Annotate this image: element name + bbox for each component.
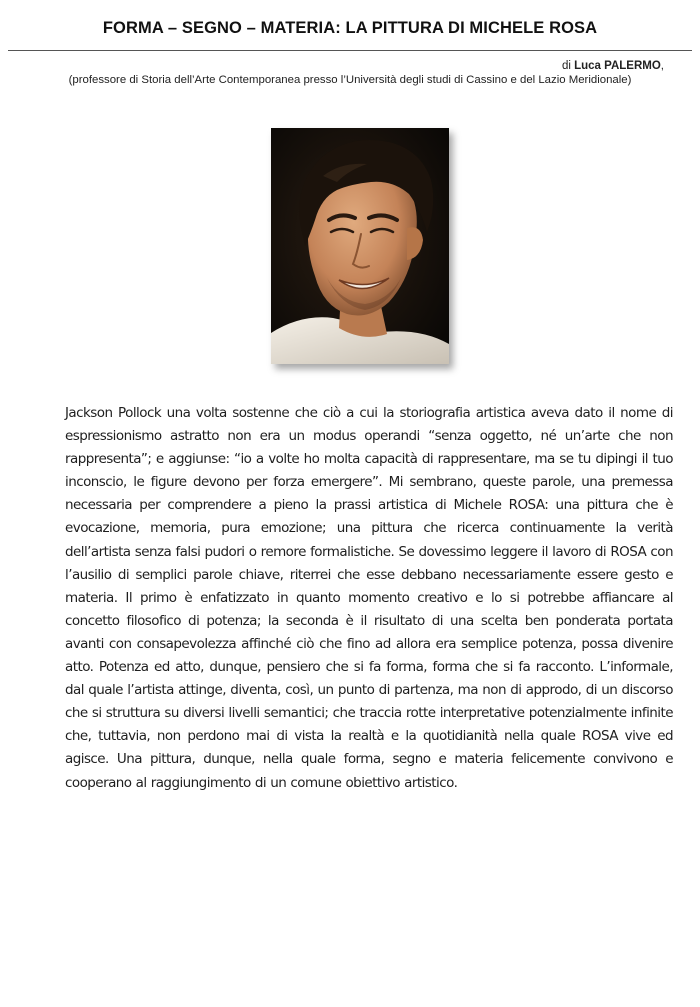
byline-prefix: di <box>561 60 575 72</box>
portrait-photo <box>271 128 449 364</box>
author-name: Luca PALERMO <box>574 60 661 72</box>
title-divider <box>8 50 692 51</box>
byline-suffix: , <box>660 60 664 72</box>
portrait-illustration <box>271 128 449 364</box>
byline <box>0 60 664 72</box>
page-title: FORMA – SEGNO – MATERIA: LA PITTURA DI MICHELE ROSA <box>102 19 598 37</box>
article-body: Jackson Pollock una volta sostenne che ciò a cui la storiografia artistica aveva dato il nome di espressionismo astratto non era un modus operandi “senza oggetto, né un’arte che non rappresenta”; e aggiunse: “io a volte ho molta capacità di rappresentare, ma se tu dipingi il tuo inconscio, le figure devono per forza emergere”. Mi sembrano, queste parole, una premessa necessaria per comprendere a pieno la prassi artistica di Michele ROSA: una pittura che è evocazione, memoria, pura emozione; una pittura che ricerca continuamente la verità dell’artista senza falsi pudori o remore formalistiche. Se dovessimo leggere il lavoro di ROSA con l’ausilio di semplici parole chiave, riterrei che esse debbano necessariamente essere gesto e materia. Il primo è enfatizzato in quanto momento creativo e lo si potrebbe affiancare al concetto filosofico di potenza; la seconda è il risultato di una scelta ben ponderata portata avanti con consapevolezza affinché ciò che fino ad allora era semplice potenza, possa divenire atto. Potenza ed atto, dunque, pensiero che si fa forma, forma che si fa racconto. L’informale, dal quale l’artista attinge, diventa, così, un punto di partenza, ma non di approdo, di un discorso che si struttura su diversi livelli semantici; che traccia rotte interpretative potenzialmente infinite che, tuttavia, non perdono mai di vista la realtà e la quotidianità nella quale ROSA vive ed agisce. Una pittura, dunque, nella quale forma, segno e materia felicemente convivono e cooperano al raggiungimento di un comune obiettivo artistico. <box>65 405 673 791</box>
author-affiliation: (professore di Storia dell’Arte Contemporanea presso l’Università degli studi di Cassino e del Lazio Meridionale) <box>68 74 632 86</box>
